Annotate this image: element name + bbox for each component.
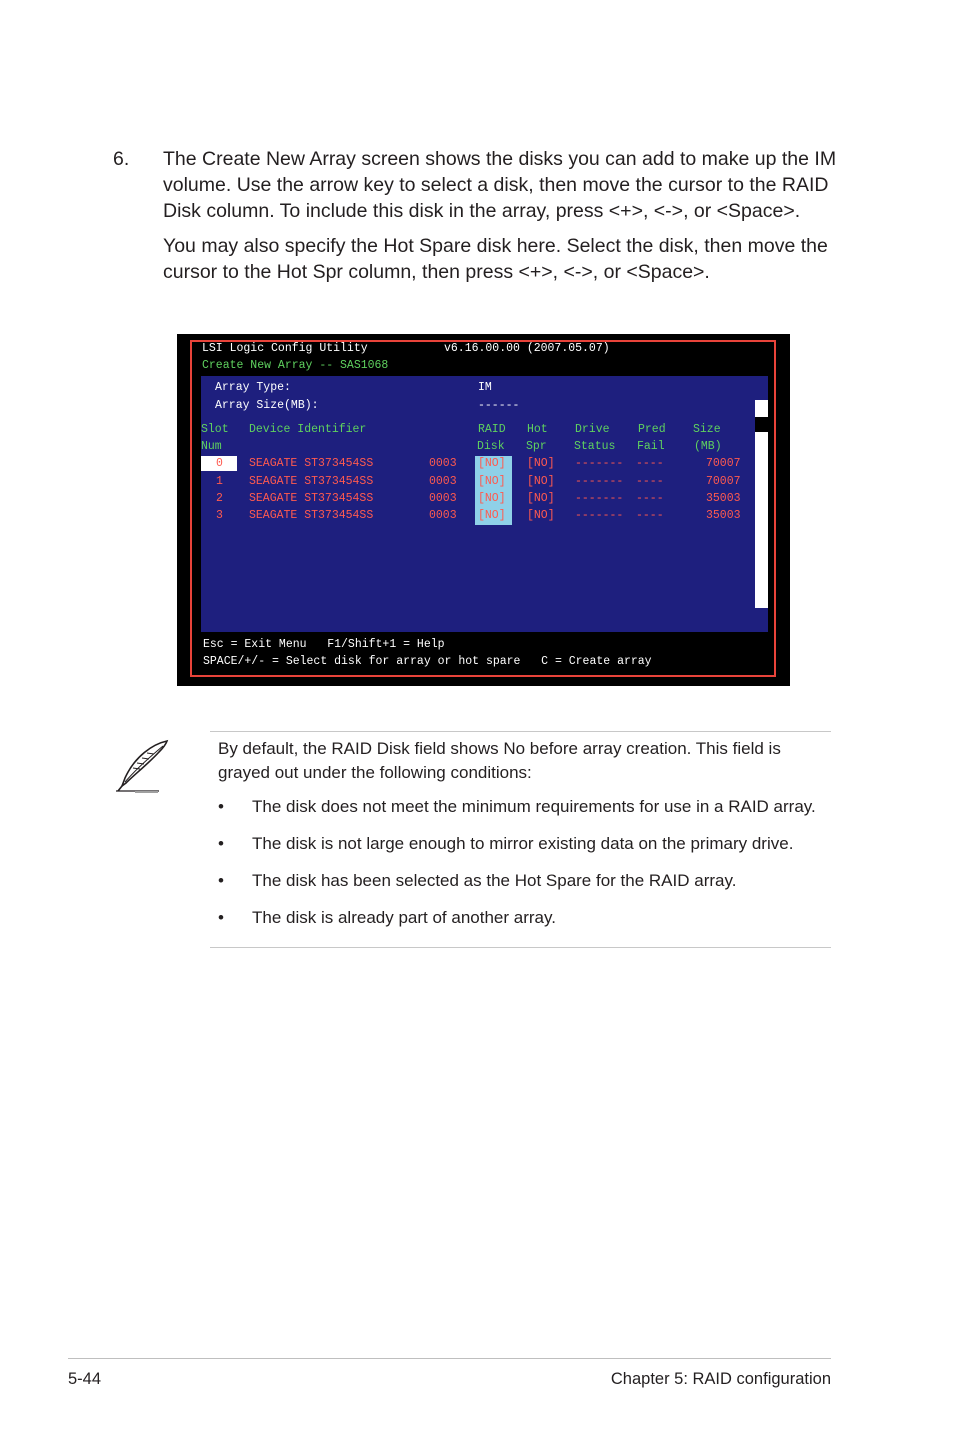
array-size-label: Array Size(MB):: [215, 399, 319, 412]
row-0-pred: ----: [636, 457, 664, 470]
feather-pen-icon: [113, 738, 173, 796]
array-type-value[interactable]: IM: [478, 381, 492, 394]
row-2-rev: 0003: [429, 492, 457, 505]
header-drive: Drive: [575, 423, 610, 436]
header-fail: Fail: [637, 440, 665, 453]
header-spr: Spr: [526, 440, 547, 453]
step-paragraph-1: The Create New Array screen shows the disks you can add to make up the IM volume. Use the arrow key to select a disk, then move the cursor to the RAID Disk column. To include this disk in the array, press <+>, <->, or <Space>.: [163, 148, 837, 222]
row-3-raid[interactable]: [NO]: [478, 509, 506, 522]
row-2-hot[interactable]: [NO]: [527, 492, 555, 505]
utility-footer-keys: SPACE/+/- = Select disk for array or hot spare C = Create array: [203, 655, 652, 668]
row-1-rev: 0003: [429, 475, 457, 488]
list-item: • The disk does not meet the minimum requirements for use in a RAID array.: [218, 797, 816, 816]
row-0-size: 70007: [706, 457, 741, 470]
row-1-raid[interactable]: [NO]: [478, 475, 506, 488]
row-3-hot[interactable]: [NO]: [527, 509, 555, 522]
header-status: Status: [574, 440, 616, 453]
row-3-pred: ----: [636, 509, 664, 522]
row-0-rev: 0003: [429, 457, 457, 470]
row-3-slot[interactable]: 3: [216, 509, 223, 522]
note-box: [218, 737, 834, 943]
utility-footer-help: Esc = Exit Menu F1/Shift+1 = Help: [203, 638, 445, 651]
scrollbar-top: [755, 400, 768, 417]
array-type-label: Array Type:: [215, 381, 291, 394]
header-pred: Pred: [638, 423, 666, 436]
row-3-status: -------: [575, 509, 624, 522]
array-size-value: ------: [478, 399, 520, 412]
footer-rule: [68, 1358, 831, 1359]
row-2-slot[interactable]: 2: [216, 492, 223, 505]
header-disk: Disk: [477, 440, 505, 453]
note-conditions-list: [218, 795, 834, 930]
step-6: [113, 146, 843, 294]
list-item: • The disk has been selected as the Hot Spare for the RAID array.: [218, 871, 737, 890]
row-1-hot[interactable]: [NO]: [527, 475, 555, 488]
note-top-rule: [210, 731, 831, 732]
list-item: • The disk is already part of another array.: [218, 908, 556, 927]
utility-subtitle: Create New Array -- SAS1068: [202, 359, 389, 372]
header-size: Size: [693, 423, 721, 436]
step-paragraph-2: You may also specify the Hot Spare disk here. Select the disk, then move the cursor to the Hot Spr column, then press <+>, <->, or <Space>.: [163, 235, 828, 283]
header-hot: Hot: [527, 423, 548, 436]
chapter-title: Chapter 5: RAID configuration: [610, 1370, 831, 1388]
row-2-pred: ----: [636, 492, 664, 505]
row-1-device: SEAGATE ST373454SS: [249, 475, 374, 488]
utility-title: LSI Logic Config Utility: [202, 342, 368, 355]
note-intro: By default, the RAID Disk field shows No before array creation. This field is grayed out under the following conditions:: [218, 739, 781, 782]
row-0-slot[interactable]: 0: [216, 457, 223, 470]
row-0-raid[interactable]: [NO]: [478, 457, 506, 470]
row-1-slot[interactable]: 1: [216, 475, 223, 488]
scrollbar-thumb: [755, 432, 768, 608]
utility-version: v6.16.00.00 (2007.05.07): [444, 342, 610, 355]
header-device: Device Identifier: [249, 423, 367, 436]
header-mb: (MB): [694, 440, 722, 453]
row-0-status: -------: [575, 457, 624, 470]
row-1-size: 70007: [706, 475, 741, 488]
row-3-device: SEAGATE ST373454SS: [249, 509, 374, 522]
row-2-status: -------: [575, 492, 624, 505]
step-number: 6.: [113, 148, 130, 170]
row-1-pred: ----: [636, 475, 664, 488]
scrollbar-gap: [755, 417, 768, 432]
row-2-device: SEAGATE ST373454SS: [249, 492, 374, 505]
row-2-raid[interactable]: [NO]: [478, 492, 506, 505]
header-slot: Slot: [201, 423, 229, 436]
header-num: Num: [201, 440, 222, 453]
page-number: 5-44: [68, 1370, 102, 1388]
note-bottom-rule: [210, 947, 831, 948]
utility-screenshot: [177, 334, 790, 686]
list-item: • The disk is not large enough to mirror existing data on the primary drive.: [218, 834, 794, 853]
row-0-hot[interactable]: [NO]: [527, 457, 555, 470]
row-3-rev: 0003: [429, 509, 457, 522]
header-raid: RAID: [478, 423, 506, 436]
row-3-size: 35003: [706, 509, 741, 522]
row-0-device: SEAGATE ST373454SS: [249, 457, 374, 470]
row-1-status: -------: [575, 475, 624, 488]
row-2-size: 35003: [706, 492, 741, 505]
